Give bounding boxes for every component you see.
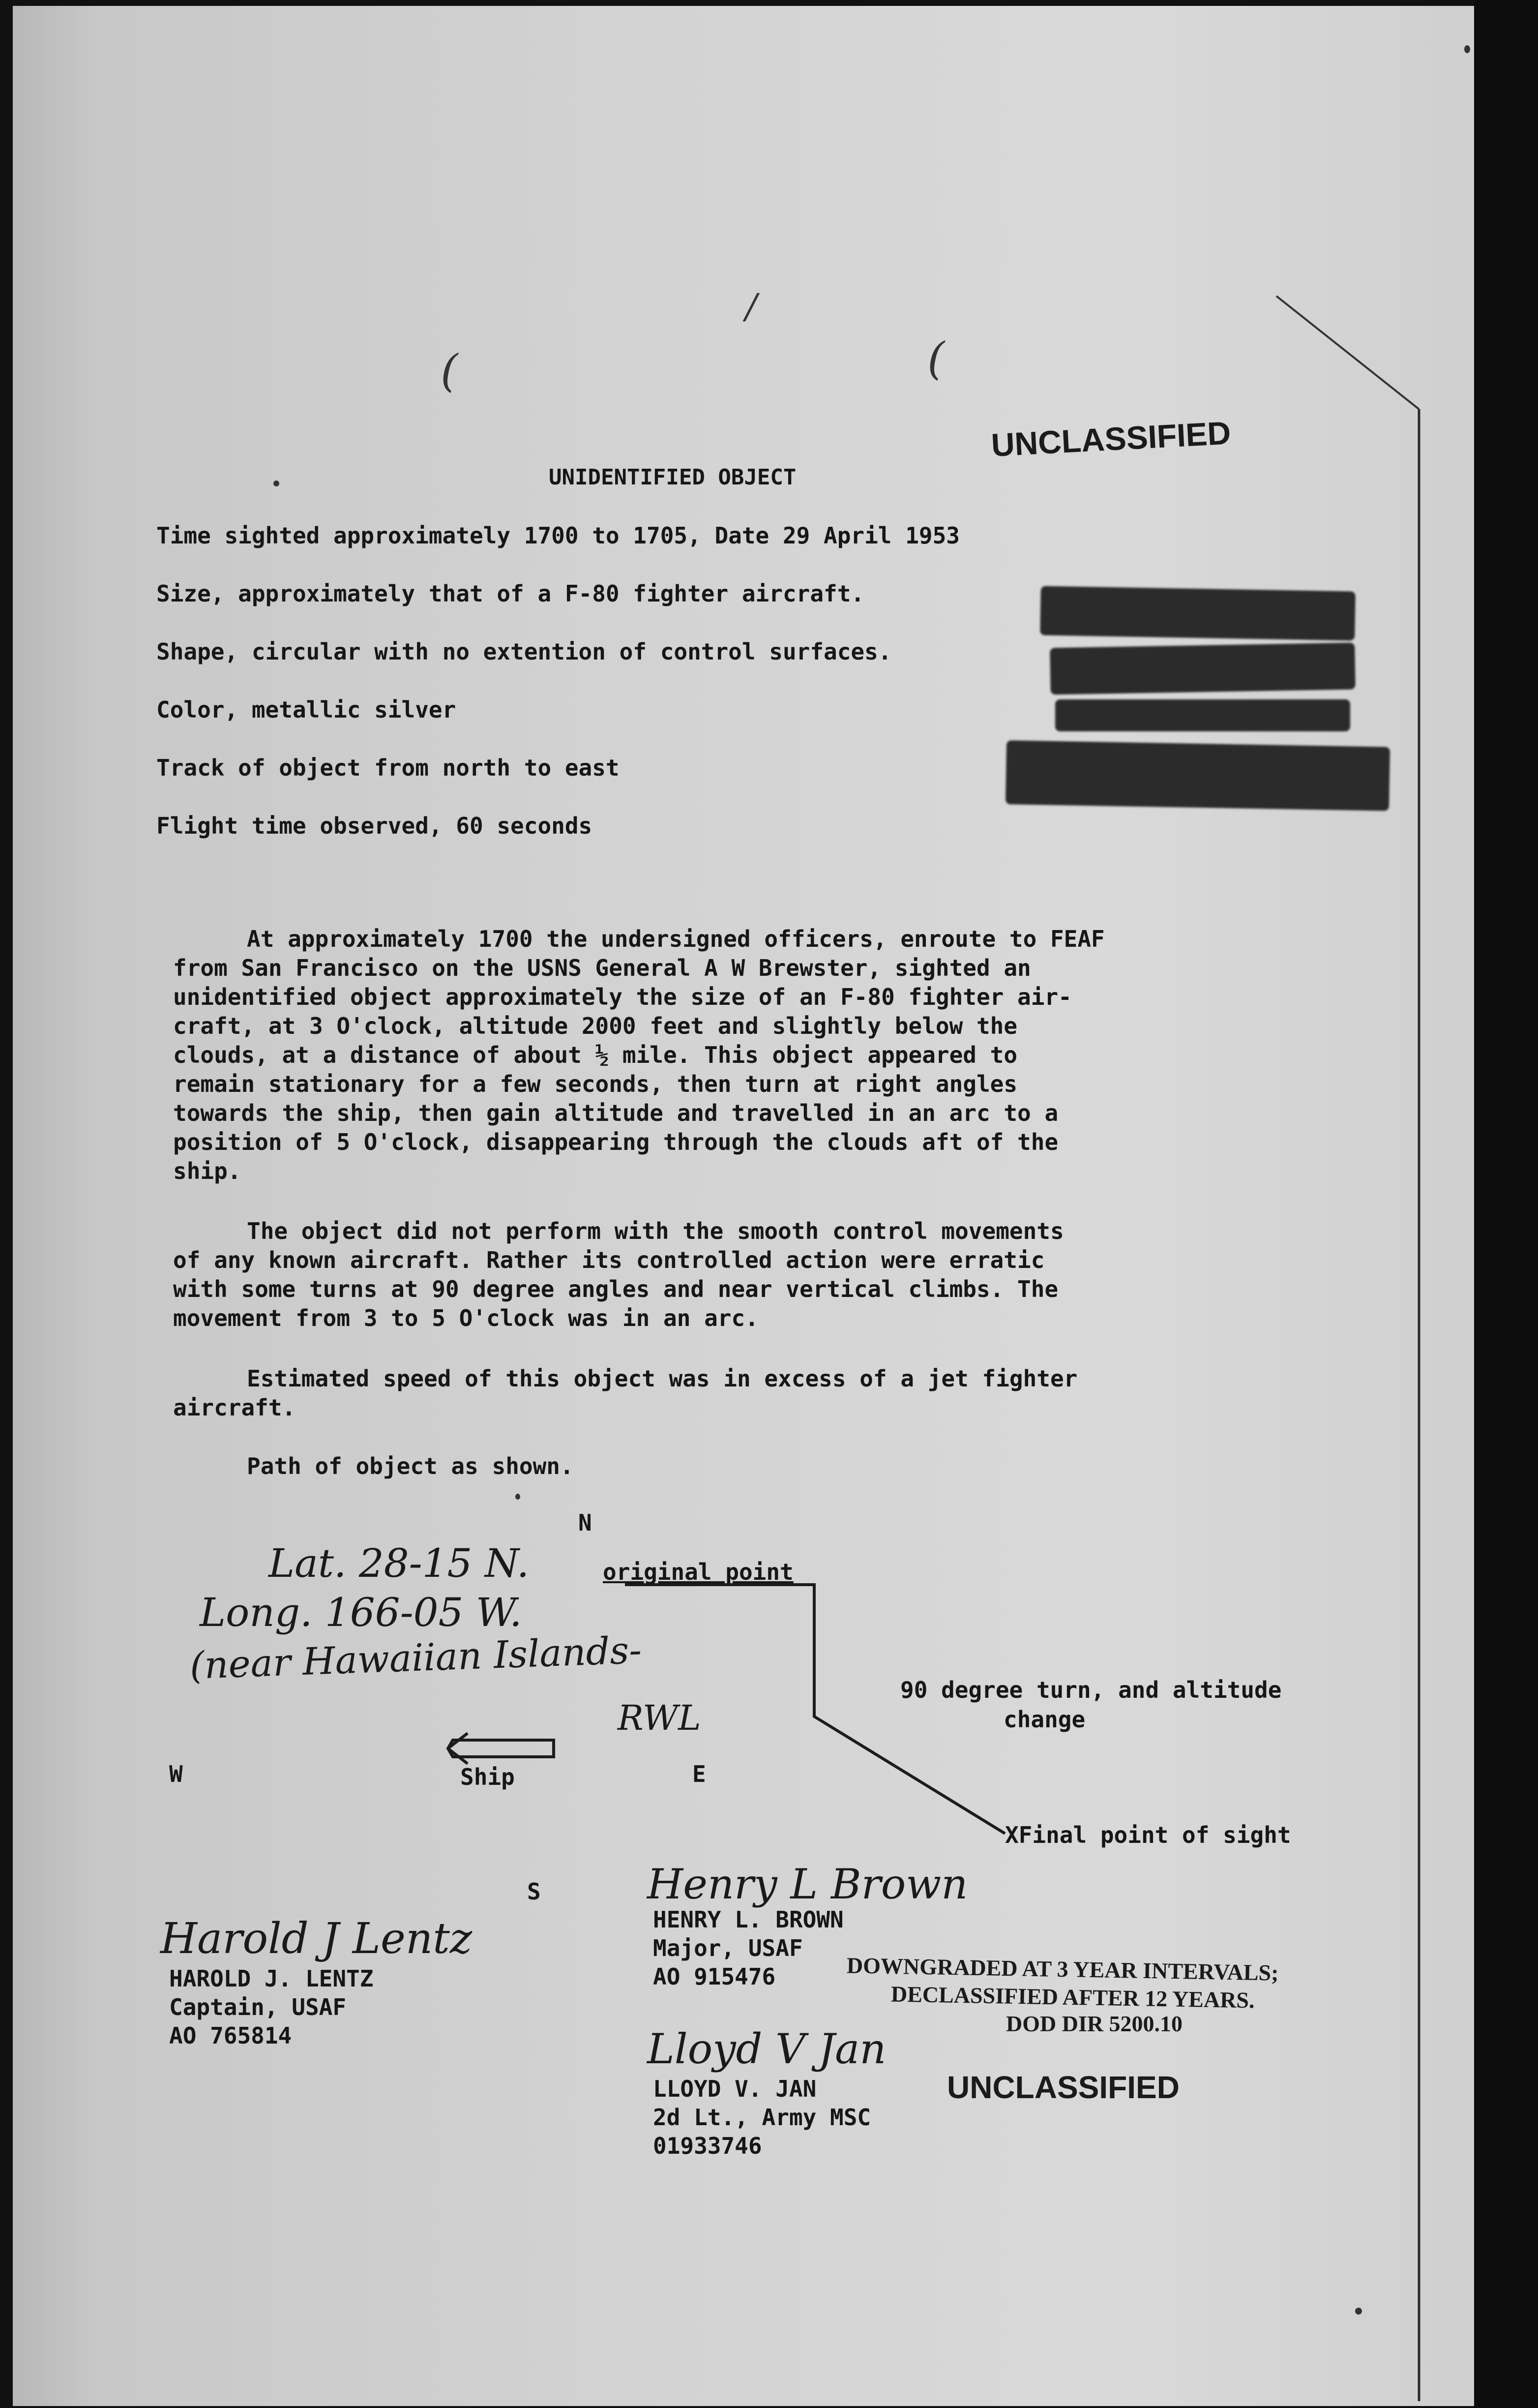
- summary-line: Size, approximately that of a F-80 fighter aircraft.: [156, 580, 865, 607]
- classification-stamp-bottom: UNCLASSIFIED: [947, 2070, 1180, 2105]
- compass-west: W: [169, 1761, 183, 1787]
- signature-jan: Lloyd V Jan: [647, 2025, 887, 2073]
- turn-label-continued: change: [1004, 1706, 1086, 1733]
- speck: [1355, 2308, 1362, 2315]
- speck: [515, 1494, 520, 1500]
- signatory-name: HAROLD J. LENTZ: [169, 1965, 374, 1992]
- stray-mark: (: [441, 345, 458, 397]
- stray-mark: /: [745, 286, 757, 327]
- handwritten-initials: RWL: [618, 1698, 701, 1738]
- summary-line: Color, metallic silver: [156, 696, 456, 723]
- ship-arrow-icon: [448, 1733, 554, 1764]
- speck: [1464, 45, 1470, 53]
- final-point-label: XFinal point of sight: [1005, 1822, 1291, 1848]
- classification-stamp-top: UNCLASSIFIED: [990, 414, 1232, 463]
- ship-label: Ship: [460, 1764, 515, 1790]
- signature-lentz: Harold J Lentz: [160, 1914, 473, 1963]
- signatory-serial: 01933746: [653, 2133, 762, 2159]
- signatory-rank: 2d Lt., Army MSC: [653, 2104, 871, 2131]
- turn-label: 90 degree turn, and altitude: [900, 1677, 1282, 1703]
- handwritten-latitude: Lat. 28-15 N.: [268, 1540, 530, 1586]
- handwritten-location-note: (near Hawaiian Islands-: [189, 1627, 643, 1687]
- signature-brown: Henry L Brown: [647, 1860, 968, 1908]
- signatory-name: HENRY L. BROWN: [653, 1906, 844, 1933]
- signatory-rank: Captain, USAF: [169, 1994, 347, 2020]
- stray-mark: (: [927, 333, 945, 385]
- paragraph-path: Path of object as shown.: [247, 1453, 574, 1479]
- scan-border: [1474, 0, 1538, 2408]
- signatory-serial: AO 915476: [653, 1963, 776, 1990]
- handwritten-longitude: Long. 166-05 W.: [200, 1590, 522, 1635]
- signatory-rank: Major, USAF: [653, 1935, 803, 1961]
- paragraph-speed: Estimated speed of this object was in excess of a jet fighter aircraft.: [173, 1365, 1078, 1421]
- original-point-label: original point: [603, 1559, 794, 1585]
- downgrade-stamp-line: DOWNGRADED AT 3 YEAR INTERVALS;: [846, 1953, 1279, 1986]
- downgrade-stamp-line: DOD DIR 5200.10: [1006, 2011, 1183, 2036]
- signatory-serial: AO 765814: [169, 2022, 292, 2049]
- paragraph-sighting: At approximately 1700 the undersigned officers, enroute to FEAF from San Francisco on the USNS General A W Brewster, sighted an unidentified object approximately the size of an F-80 fighter air- craft, at 3 O'clock, altitude 2000 feet and slightly below the clouds, at a distance of about ½ mile. This object appeared to remain stationary for a few seconds, then turn at right angles towards the ship, then gain altitude and travelled in an arc to a position of 5 O'clock, disappearing through the clouds aft of the ship.: [173, 926, 1105, 1184]
- document-page: [13, 6, 1488, 2406]
- compass-east: E: [692, 1761, 706, 1787]
- speck: [273, 481, 279, 486]
- summary-line: Flight time observed, 60 seconds: [156, 813, 592, 839]
- fold-mark-line: [1276, 296, 1419, 409]
- compass-south: S: [527, 1878, 541, 1905]
- summary-line: Track of object from north to east: [156, 754, 620, 781]
- downgrade-stamp-line: DECLASSIFIED AFTER 12 YEARS.: [890, 1981, 1255, 2013]
- document-title: UNIDENTIFIED OBJECT: [549, 465, 797, 490]
- summary-line: Time sighted approximately 1700 to 1705, Date 29 April 1953: [156, 522, 960, 549]
- summary-line: Shape, circular with no extention of control surfaces.: [156, 638, 892, 665]
- paragraph-movement: The object did not perform with the smooth control movements of any known aircraft. Rather its controlled action were erratic with some turns at 90 degree angles and near vertical climbs. The movement from 3 to 5 O'clock was in an arc.: [173, 1218, 1064, 1331]
- compass-north: N: [578, 1509, 592, 1536]
- signatory-name: LLOYD V. JAN: [653, 2076, 817, 2102]
